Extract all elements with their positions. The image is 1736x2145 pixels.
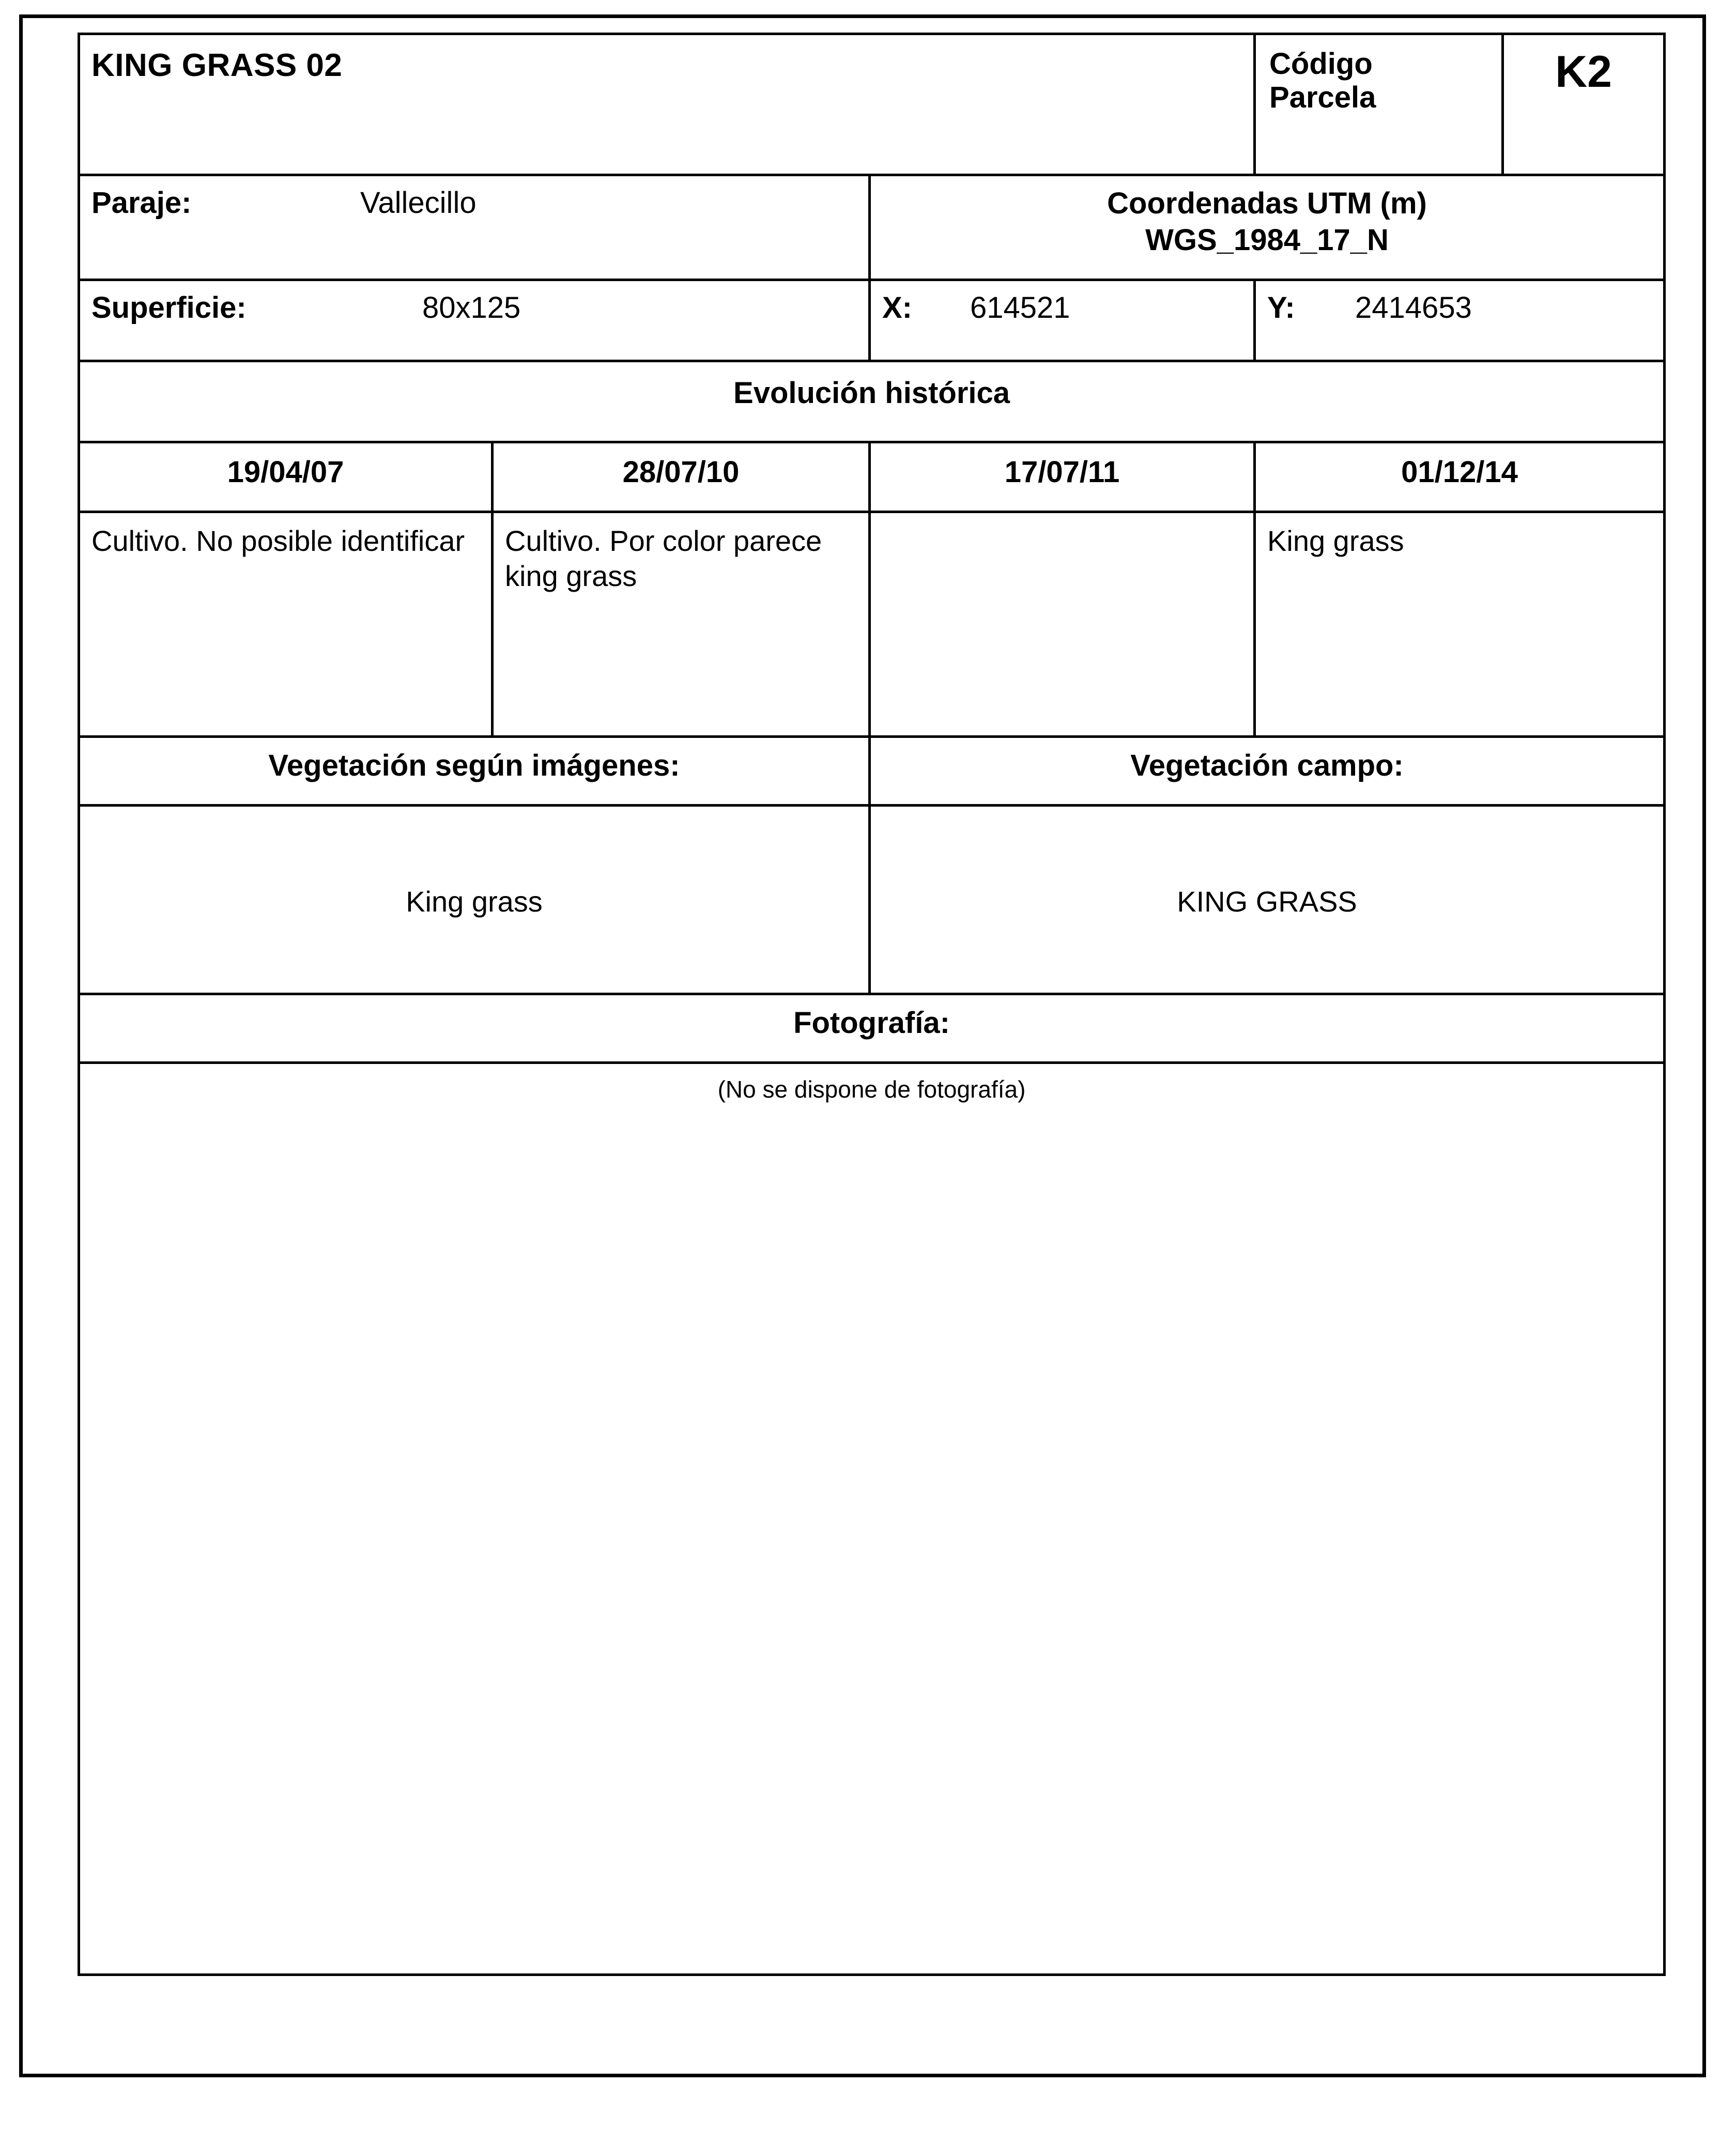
evolucion-date: 17/07/11 — [1004, 455, 1120, 489]
paraje-cell — [79, 175, 870, 280]
fotografia-body-row — [79, 1063, 1665, 1975]
paraje-field — [80, 176, 868, 229]
evolucion-observation: King grass — [1267, 524, 1404, 557]
coordinate-x-value: 614521 — [970, 291, 1070, 325]
evolucion-date: 19/04/07 — [227, 455, 344, 489]
coordinate-y-cell — [1255, 280, 1665, 361]
evolucion-header: Evolución histórica — [733, 376, 1010, 410]
vegetacion-campo-label: Vegetación campo: — [1130, 749, 1404, 782]
evolucion-observation: Cultivo. Por color parece king grass — [505, 524, 822, 593]
fotografia-label: Fotografía: — [793, 1006, 950, 1040]
evolucion-date: 28/07/10 — [622, 455, 740, 489]
codigo-parcela-label-cell — [1255, 34, 1503, 175]
codigo-parcela-value: K2 — [1555, 47, 1612, 97]
fotografia-note: (No se dispone de fotografía) — [717, 1076, 1026, 1103]
evolucion-date-cell — [493, 442, 870, 512]
evolucion-date-cell — [870, 442, 1255, 512]
coordinate-x-field — [871, 281, 1253, 334]
fotografia-header-row — [79, 994, 1665, 1063]
coordenadas-header-line1: Coordenadas UTM (m) — [1107, 187, 1427, 220]
evolucion-header-cell — [79, 361, 1665, 442]
codigo-parcela-label — [1256, 35, 1501, 124]
vegetacion-campo-label-cell — [870, 737, 1665, 806]
evolucion-observation-cell — [79, 512, 493, 737]
coordenadas-header — [871, 176, 1663, 259]
coordinate-x-cell — [870, 280, 1255, 361]
superficie-value: 80x125 — [422, 291, 521, 325]
superficie-row — [79, 280, 1665, 361]
paraje-row — [79, 175, 1665, 280]
codigo-parcela-label-line1: Código — [1269, 47, 1373, 81]
coordinate-y-field — [1256, 281, 1663, 334]
evolucion-observation: Cultivo. No posible identificar — [91, 524, 465, 557]
superficie-field — [80, 281, 868, 334]
coordinate-y-label: Y: — [1267, 291, 1295, 325]
vegetacion-values-row — [79, 806, 1665, 994]
coordinate-y-value: 2414653 — [1355, 291, 1472, 325]
coordinate-x-label: X: — [882, 291, 912, 325]
vegetacion-header-row — [79, 737, 1665, 806]
paraje-value: Vallecillo — [360, 186, 477, 220]
parcel-title-cell — [79, 34, 1255, 175]
evolucion-observations-row — [79, 512, 1665, 737]
vegetacion-imagenes-value: King grass — [406, 885, 543, 918]
paraje-label: Paraje: — [91, 186, 192, 220]
fotografia-body-cell — [79, 1063, 1665, 1975]
superficie-cell — [79, 280, 870, 361]
evolucion-date-cell — [79, 442, 493, 512]
evolucion-observation-cell — [493, 512, 870, 737]
vegetacion-imagenes-label: Vegetación según imágenes: — [268, 749, 680, 782]
header-row — [79, 34, 1665, 175]
evolucion-date: 01/12/14 — [1401, 455, 1518, 489]
fotografia-header-cell — [79, 994, 1665, 1063]
evolucion-dates-row — [79, 442, 1665, 512]
vegetacion-imagenes-label-cell — [79, 737, 870, 806]
evolucion-observation-cell — [870, 512, 1255, 737]
evolucion-observation — [871, 513, 1253, 533]
vegetacion-imagenes-value-cell — [79, 806, 870, 994]
coordenadas-header-line2: WGS_1984_17_N — [1145, 223, 1389, 257]
vegetacion-campo-value-cell — [870, 806, 1665, 994]
evolucion-date-cell — [1255, 442, 1665, 512]
evolucion-observation-cell — [1255, 512, 1665, 737]
vegetacion-campo-value: KING GRASS — [1177, 885, 1357, 918]
superficie-label: Superficie: — [91, 291, 247, 325]
evolucion-header-row — [79, 361, 1665, 442]
coordenadas-header-cell — [870, 175, 1665, 280]
codigo-parcela-label-line2: Parcela — [1269, 80, 1376, 114]
parcel-title: KING GRASS 02 — [91, 48, 343, 83]
parcel-record-sheet — [78, 33, 1666, 1976]
codigo-parcela-value-cell — [1503, 34, 1665, 175]
